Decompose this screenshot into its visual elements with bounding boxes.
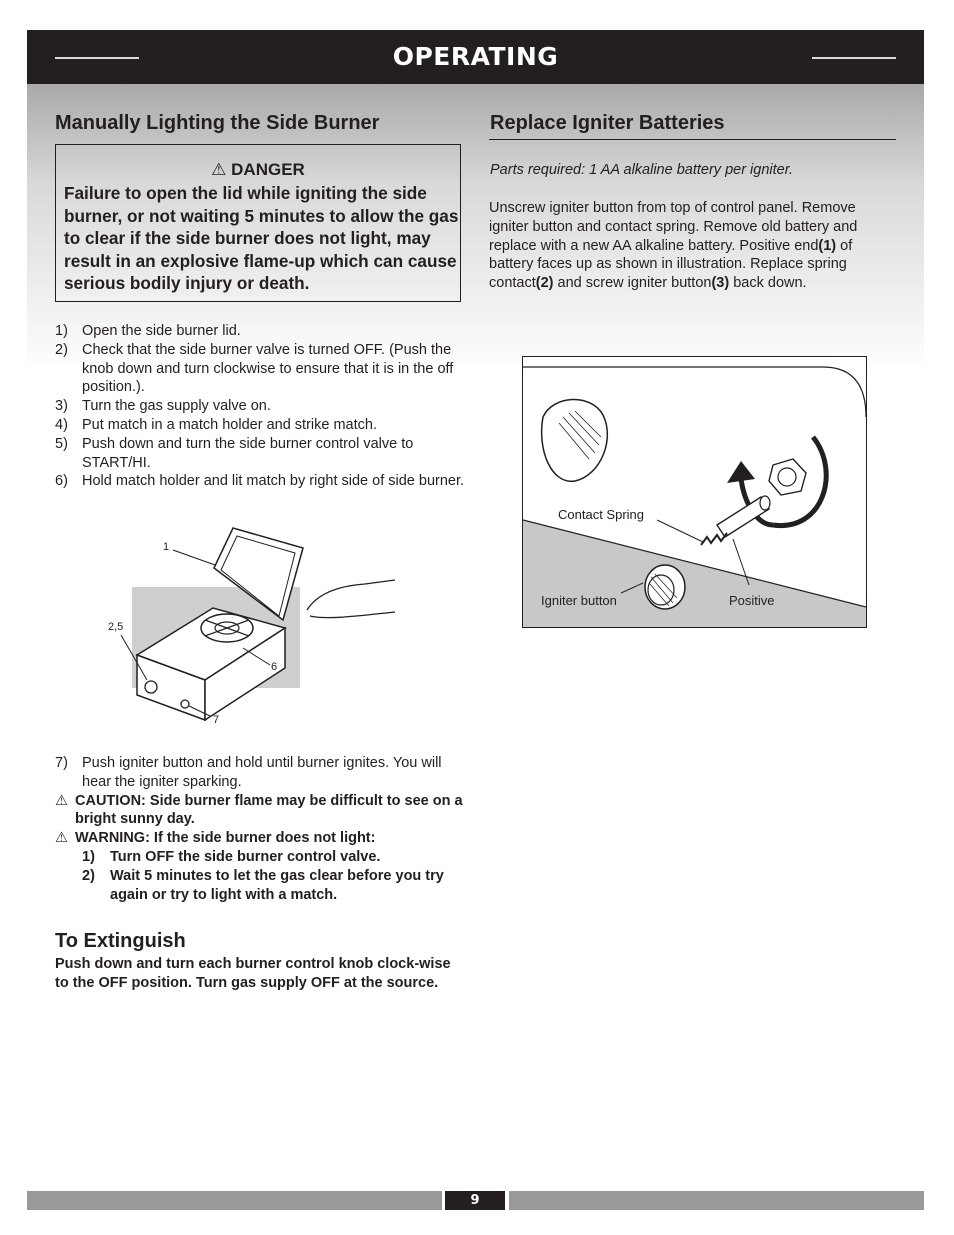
list-item xyxy=(55,472,470,491)
list-item xyxy=(55,435,470,473)
danger-text: Failure to open the lid while igniting the side burner, or not waiting 5 minutes to allow the gas to clear if the side burner does not light, may result in an explosive flame-up which can cause serious bodily injury or death. xyxy=(64,183,459,293)
step-number: 2) xyxy=(82,867,95,884)
danger-label: DANGER xyxy=(231,160,305,179)
section-heading-batteries: Replace Igniter Batteries xyxy=(490,112,725,134)
warning-triangle-icon: ⚠ xyxy=(211,160,227,179)
hand-outline xyxy=(307,580,395,618)
warning-triangle-icon: ⚠ xyxy=(55,830,68,847)
step-number: 7) xyxy=(55,755,68,771)
step-text: Hold match holder and lit match by right side of side burner. xyxy=(82,473,465,490)
mount-nut xyxy=(769,459,806,495)
list-item xyxy=(55,754,470,792)
igniter-battery-illustration xyxy=(522,356,867,628)
control-knob xyxy=(542,399,608,481)
step-number: 4) xyxy=(55,416,68,433)
callout-ref: (2) xyxy=(535,275,554,292)
step-number: 2) xyxy=(55,341,68,358)
step-text: Push igniter button and hold until burner ignites. You will hear the igniter sparking. xyxy=(82,755,442,790)
label-positive: Positive xyxy=(729,593,775,608)
step-text: Put match in a match holder and strike match. xyxy=(82,416,377,433)
step-text: Turn OFF the side burner control valve. xyxy=(110,848,381,865)
side-burner-illustration xyxy=(105,520,405,735)
step-number: 3) xyxy=(55,398,68,415)
step-number: 6) xyxy=(55,473,68,490)
panel-shade xyxy=(523,520,866,627)
control-knob xyxy=(145,681,157,693)
instruction-text: back down. xyxy=(729,275,807,292)
parts-required: Parts required: 1 AA alkaline battery per igniter. xyxy=(490,162,794,178)
instruction-text: of battery faces up as shown in illustration. Replace spring contact xyxy=(489,237,853,292)
callout-6: 6 xyxy=(271,661,278,673)
page-title: OPERATING xyxy=(392,42,559,71)
page-number: 9 xyxy=(445,1191,505,1210)
caution-note xyxy=(55,792,470,830)
replace-instructions xyxy=(489,199,899,293)
page-header xyxy=(27,30,924,84)
label-contact-spring: Contact Spring xyxy=(558,507,644,522)
section-heading-side-burner: Manually Lighting the Side Burner xyxy=(55,112,380,134)
warning-note xyxy=(55,829,470,848)
header-rule-right xyxy=(812,57,896,59)
extinguish-heading: To Extinguish xyxy=(55,930,186,952)
step-number: 1) xyxy=(82,848,95,865)
ignition-notes xyxy=(55,754,470,904)
list-item xyxy=(55,322,470,341)
igniter-drawing xyxy=(523,357,866,627)
step-text: Wait 5 minutes to let the gas clear before you try again or try to light with a match. xyxy=(110,867,444,903)
battery-positive-end xyxy=(760,496,770,510)
pointer-contact-spring xyxy=(657,520,703,542)
step-text: Push down and turn the side burner control valve to START/HI. xyxy=(82,435,414,471)
extinguish-text: Push down and turn each burner control knob clock-wise to the OFF position. Turn gas supply OFF at the source. xyxy=(55,956,451,991)
list-item xyxy=(55,848,470,867)
callout-7: 7 xyxy=(213,714,220,726)
list-item xyxy=(55,341,470,397)
instruction-text: Unscrew igniter button from top of control panel. Remove igniter button and contact spring. Remove old battery and replace with a new AA alkaline battery. Positive end xyxy=(489,200,858,254)
danger-box xyxy=(55,144,461,302)
warning-triangle-icon: ⚠ xyxy=(55,792,68,809)
step-text: Turn the gas supply valve on. xyxy=(82,398,271,415)
callout-ref: (1) xyxy=(818,237,837,254)
caution-text: CAUTION: Side burner flame may be difficult to see on a bright sunny day. xyxy=(75,792,463,828)
step-text: Check that the side burner valve is turned OFF. (Push the knob down and turn clockwise to ensure that it is in the off position.). xyxy=(82,341,454,396)
step-number: 5) xyxy=(55,435,68,452)
list-item xyxy=(55,416,470,435)
arrow-head xyxy=(727,461,755,483)
igniter-button xyxy=(181,700,189,708)
callout-1: 1 xyxy=(163,541,170,553)
label-igniter-button: Igniter button xyxy=(541,593,617,608)
pointer-1 xyxy=(173,550,215,565)
instruction-text: and screw igniter button xyxy=(553,275,712,292)
callout-25: 2,5 xyxy=(108,621,124,633)
lighting-steps xyxy=(55,322,470,491)
danger-title xyxy=(56,160,460,180)
list-item xyxy=(55,397,470,416)
warning-text: WARNING: If the side burner does not light: xyxy=(75,830,376,847)
step-number: 1) xyxy=(55,323,68,339)
list-item xyxy=(55,867,470,905)
step-text: Open the side burner lid. xyxy=(82,323,241,339)
heading-rule xyxy=(489,139,896,140)
footer-bar-right xyxy=(509,1191,924,1210)
footer-bar-left xyxy=(27,1191,442,1210)
callout-ref: (3) xyxy=(711,275,730,292)
